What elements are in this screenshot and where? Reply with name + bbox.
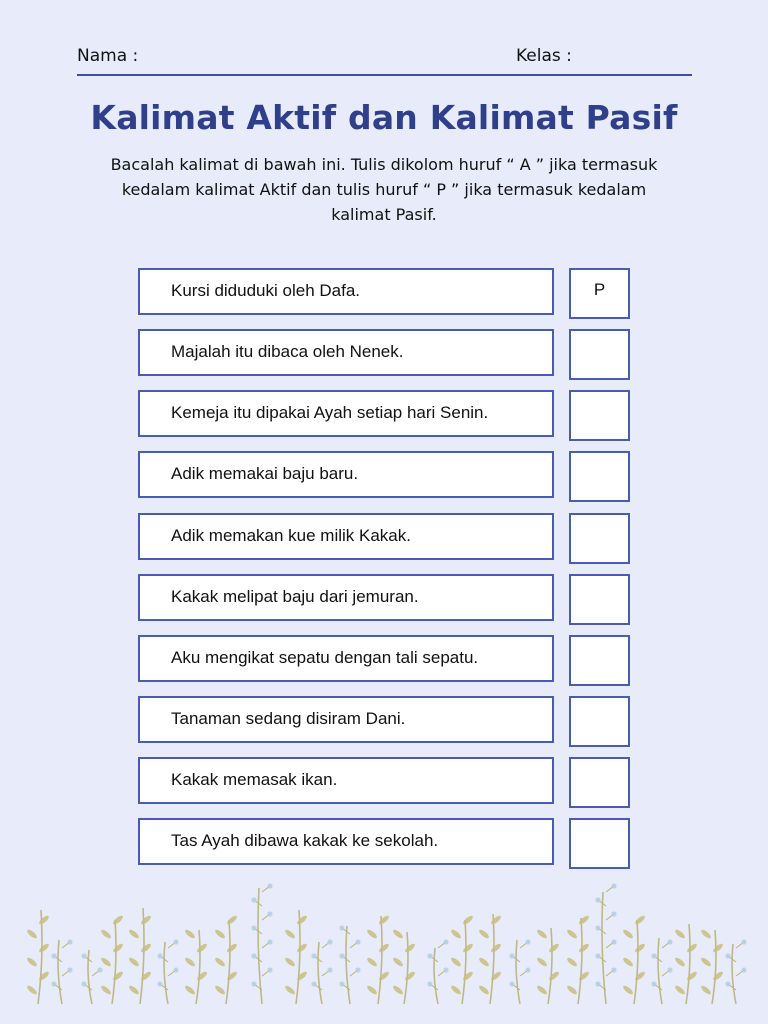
- flower-dot: [251, 925, 256, 930]
- answer-box[interactable]: [569, 390, 630, 441]
- leaf-shape: [112, 942, 124, 953]
- sentence-box: [138, 696, 554, 743]
- leaf-shape: [366, 984, 378, 995]
- leaf-shape: [38, 942, 50, 953]
- flower-dot: [611, 967, 616, 972]
- exercise-row: [138, 513, 631, 560]
- leaf-shape: [284, 928, 296, 939]
- exercise-row: [138, 329, 631, 376]
- flower-dot: [667, 939, 672, 944]
- plant-stem: [578, 918, 582, 1004]
- flower-dot: [355, 967, 360, 972]
- flower-dot: [443, 967, 448, 972]
- exercise-row: [138, 818, 631, 865]
- sentence-text: Kakak memasak ikan.: [171, 770, 338, 789]
- answer-box[interactable]: [569, 268, 630, 319]
- flower-dot: [651, 953, 656, 958]
- sentence-text: Tanaman sedang disiram Dani.: [171, 709, 406, 728]
- flower-dot: [595, 925, 600, 930]
- leaf-shape: [462, 942, 474, 953]
- flower-dot: [157, 981, 162, 986]
- leaf-shape: [674, 928, 686, 939]
- exercise-row: [138, 390, 631, 437]
- leaf-shape: [674, 984, 686, 995]
- flower-dot: [725, 981, 730, 986]
- plant-stem: [686, 924, 690, 1004]
- name-class-line: [77, 44, 692, 76]
- leaf-shape: [296, 942, 308, 953]
- sentence-box: [138, 390, 554, 437]
- leaf-shape: [284, 984, 296, 995]
- flower-dot: [267, 939, 272, 944]
- leaf-shape: [478, 956, 490, 967]
- leaf-shape: [700, 928, 712, 939]
- flower-dot: [611, 939, 616, 944]
- sentence-text: Tas Ayah dibawa kakak ke sekolah.: [171, 831, 439, 850]
- exercise-row: [138, 635, 631, 682]
- sentence-box: [138, 268, 554, 315]
- flower-dot: [595, 953, 600, 958]
- leaf-shape: [490, 970, 502, 981]
- plant-stem: [732, 944, 736, 1004]
- leaf-shape: [548, 970, 560, 981]
- sentence-box: [138, 513, 554, 560]
- leaf-shape: [700, 956, 712, 967]
- leaf-shape: [712, 942, 724, 953]
- plant-border-illustration: [0, 880, 768, 1024]
- class-label: Kelas :: [516, 46, 572, 66]
- leaf-shape: [226, 914, 238, 925]
- leaf-shape: [112, 914, 124, 925]
- name-label: Nama :: [77, 46, 139, 66]
- flower-dot: [311, 981, 316, 986]
- plant-stem: [88, 950, 92, 1004]
- leaf-shape: [548, 942, 560, 953]
- answer-box[interactable]: [569, 818, 630, 869]
- flower-dot: [67, 967, 72, 972]
- leaf-shape: [536, 956, 548, 967]
- leaf-shape: [566, 928, 578, 939]
- leaf-shape: [450, 928, 462, 939]
- flower-dot: [339, 925, 344, 930]
- leaf-shape: [566, 956, 578, 967]
- leaf-shape: [578, 942, 590, 953]
- leaf-shape: [100, 984, 112, 995]
- leaf-shape: [128, 928, 140, 939]
- answer-box[interactable]: [569, 451, 630, 502]
- leaf-shape: [378, 970, 390, 981]
- flower-dot: [67, 939, 72, 944]
- flower-dot: [339, 953, 344, 958]
- leaf-shape: [622, 928, 634, 939]
- leaf-shape: [128, 984, 140, 995]
- leaf-shape: [214, 984, 226, 995]
- flower-dot: [267, 911, 272, 916]
- leaf-shape: [450, 956, 462, 967]
- plant-stem: [462, 920, 466, 1004]
- flower-dot: [327, 939, 332, 944]
- sentence-box: [138, 635, 554, 682]
- leaf-shape: [100, 956, 112, 967]
- sentence-box: [138, 329, 554, 376]
- flower-dot: [51, 981, 56, 986]
- flower-dot: [741, 967, 746, 972]
- sentence-text: Aku mengikat sepatu dengan tali sepatu.: [171, 648, 479, 667]
- sentence-text: Kemeja itu dipakai Ayah setiap hari Senin.: [171, 403, 489, 422]
- flower-dot: [327, 967, 332, 972]
- flower-dot: [611, 911, 616, 916]
- plant-stem: [164, 942, 168, 1004]
- leaf-shape: [686, 970, 698, 981]
- flower-dot: [51, 953, 56, 958]
- leaf-shape: [674, 956, 686, 967]
- leaf-shape: [578, 914, 590, 925]
- sentence-text: Adik memakan kue milik Kakak.: [171, 526, 411, 545]
- leaf-shape: [622, 956, 634, 967]
- answer-box[interactable]: [569, 513, 630, 564]
- leaf-shape: [462, 970, 474, 981]
- exercise-row: [138, 696, 631, 743]
- sentence-box: [138, 451, 554, 498]
- flower-dot: [267, 883, 272, 888]
- flower-dot: [725, 953, 730, 958]
- leaf-shape: [478, 984, 490, 995]
- leaf-shape: [490, 914, 502, 925]
- leaf-shape: [184, 928, 196, 939]
- flower-dot: [339, 981, 344, 986]
- plant-stem: [318, 942, 322, 1004]
- leaf-shape: [296, 914, 308, 925]
- plant-stem: [712, 930, 716, 1004]
- leaf-shape: [634, 970, 646, 981]
- leaf-shape: [712, 970, 724, 981]
- leaf-shape: [366, 928, 378, 939]
- answer-box[interactable]: [569, 757, 630, 808]
- instructions-line-2: kedalam kalimat Aktif dan tulis huruf “ P ” jika termasuk kedalam: [121, 180, 647, 199]
- leaf-shape: [214, 956, 226, 967]
- plant-stem: [196, 930, 200, 1004]
- flower-dot: [427, 981, 432, 986]
- leaf-shape: [622, 984, 634, 995]
- plant-stem: [58, 940, 62, 1004]
- plant-stem: [490, 914, 494, 1004]
- instructions-line-3: kalimat Pasif.: [331, 205, 437, 224]
- leaf-shape: [392, 984, 404, 995]
- sentence-box: [138, 818, 554, 865]
- leaf-shape: [366, 956, 378, 967]
- flower-dot: [157, 953, 162, 958]
- exercise-row: [138, 268, 631, 315]
- flower-dot: [595, 897, 600, 902]
- leaf-shape: [26, 956, 38, 967]
- instructions-line-1: Bacalah kalimat di bawah ini. Tulis dikolom huruf “ A ” jika termasuk: [110, 155, 658, 174]
- flower-dot: [595, 981, 600, 986]
- leaf-shape: [578, 970, 590, 981]
- worksheet-title: Kalimat Aktif dan Kalimat Pasif: [90, 98, 678, 137]
- plant-stem: [346, 926, 350, 1004]
- leaf-shape: [214, 928, 226, 939]
- sentence-text: Kursi diduduki oleh Dafa.: [171, 281, 361, 300]
- flower-dot: [251, 981, 256, 986]
- leaf-shape: [184, 956, 196, 967]
- leaf-shape: [404, 942, 416, 953]
- answer-box[interactable]: [569, 696, 630, 747]
- exercise-row: [138, 451, 631, 498]
- plant-stem: [112, 920, 116, 1004]
- flower-dot: [525, 939, 530, 944]
- leaf-shape: [226, 970, 238, 981]
- plant-stem: [658, 938, 662, 1004]
- flower-dot: [81, 981, 86, 986]
- sentence-text: Adik memakai baju baru.: [171, 464, 359, 483]
- flower-dot: [173, 967, 178, 972]
- plant-stem: [404, 932, 408, 1004]
- flower-dot: [667, 967, 672, 972]
- flower-dot: [509, 981, 514, 986]
- leaf-shape: [112, 970, 124, 981]
- instructions: [84, 152, 684, 227]
- leaf-shape: [100, 928, 112, 939]
- flower-dot: [251, 897, 256, 902]
- leaf-shape: [196, 942, 208, 953]
- leaf-shape: [128, 956, 140, 967]
- leaf-shape: [634, 914, 646, 925]
- leaf-shape: [490, 942, 502, 953]
- flower-dot: [311, 953, 316, 958]
- plant-stem: [516, 940, 520, 1004]
- flower-dot: [267, 967, 272, 972]
- leaf-shape: [536, 984, 548, 995]
- leaf-shape: [140, 970, 152, 981]
- leaf-shape: [462, 914, 474, 925]
- leaf-shape: [296, 970, 308, 981]
- sentence-box: [138, 757, 554, 804]
- leaf-shape: [26, 928, 38, 939]
- leaf-shape: [536, 928, 548, 939]
- leaf-shape: [634, 942, 646, 953]
- plant-stem: [548, 928, 552, 1004]
- answer-box[interactable]: [569, 329, 630, 380]
- plant-stem: [634, 920, 638, 1004]
- leaf-shape: [450, 984, 462, 995]
- sentence-box: [138, 574, 554, 621]
- flower-dot: [611, 883, 616, 888]
- leaf-shape: [478, 928, 490, 939]
- leaf-shape: [700, 984, 712, 995]
- leaf-shape: [392, 928, 404, 939]
- leaf-shape: [226, 942, 238, 953]
- flower-dot: [251, 953, 256, 958]
- plant-stem: [378, 916, 382, 1004]
- flower-dot: [741, 939, 746, 944]
- leaf-shape: [184, 984, 196, 995]
- plant-group: [26, 883, 747, 1004]
- exercise-row: [138, 757, 631, 804]
- flower-dot: [97, 967, 102, 972]
- plant-stem: [226, 920, 230, 1004]
- flower-dot: [443, 939, 448, 944]
- leaf-shape: [404, 970, 416, 981]
- leaf-shape: [284, 956, 296, 967]
- leaf-shape: [566, 984, 578, 995]
- answer-box[interactable]: [569, 574, 630, 625]
- leaf-shape: [378, 942, 390, 953]
- flower-dot: [525, 967, 530, 972]
- sentence-text: Majalah itu dibaca oleh Nenek.: [171, 342, 404, 361]
- flower-dot: [355, 939, 360, 944]
- leaf-shape: [26, 984, 38, 995]
- leaf-shape: [140, 914, 152, 925]
- leaf-shape: [392, 956, 404, 967]
- flower-dot: [173, 939, 178, 944]
- leaf-shape: [38, 914, 50, 925]
- leaf-shape: [196, 970, 208, 981]
- sentence-text: Kakak melipat baju dari jemuran.: [171, 587, 419, 606]
- flower-dot: [651, 981, 656, 986]
- exercise-row: [138, 574, 631, 621]
- leaf-shape: [378, 914, 390, 925]
- answer-box[interactable]: [569, 635, 630, 686]
- flower-dot: [81, 953, 86, 958]
- answer-text: P: [593, 279, 606, 299]
- flower-dot: [427, 953, 432, 958]
- leaf-shape: [140, 942, 152, 953]
- flower-dot: [509, 953, 514, 958]
- plant-stem: [434, 948, 438, 1004]
- leaf-shape: [686, 942, 698, 953]
- leaf-shape: [38, 970, 50, 981]
